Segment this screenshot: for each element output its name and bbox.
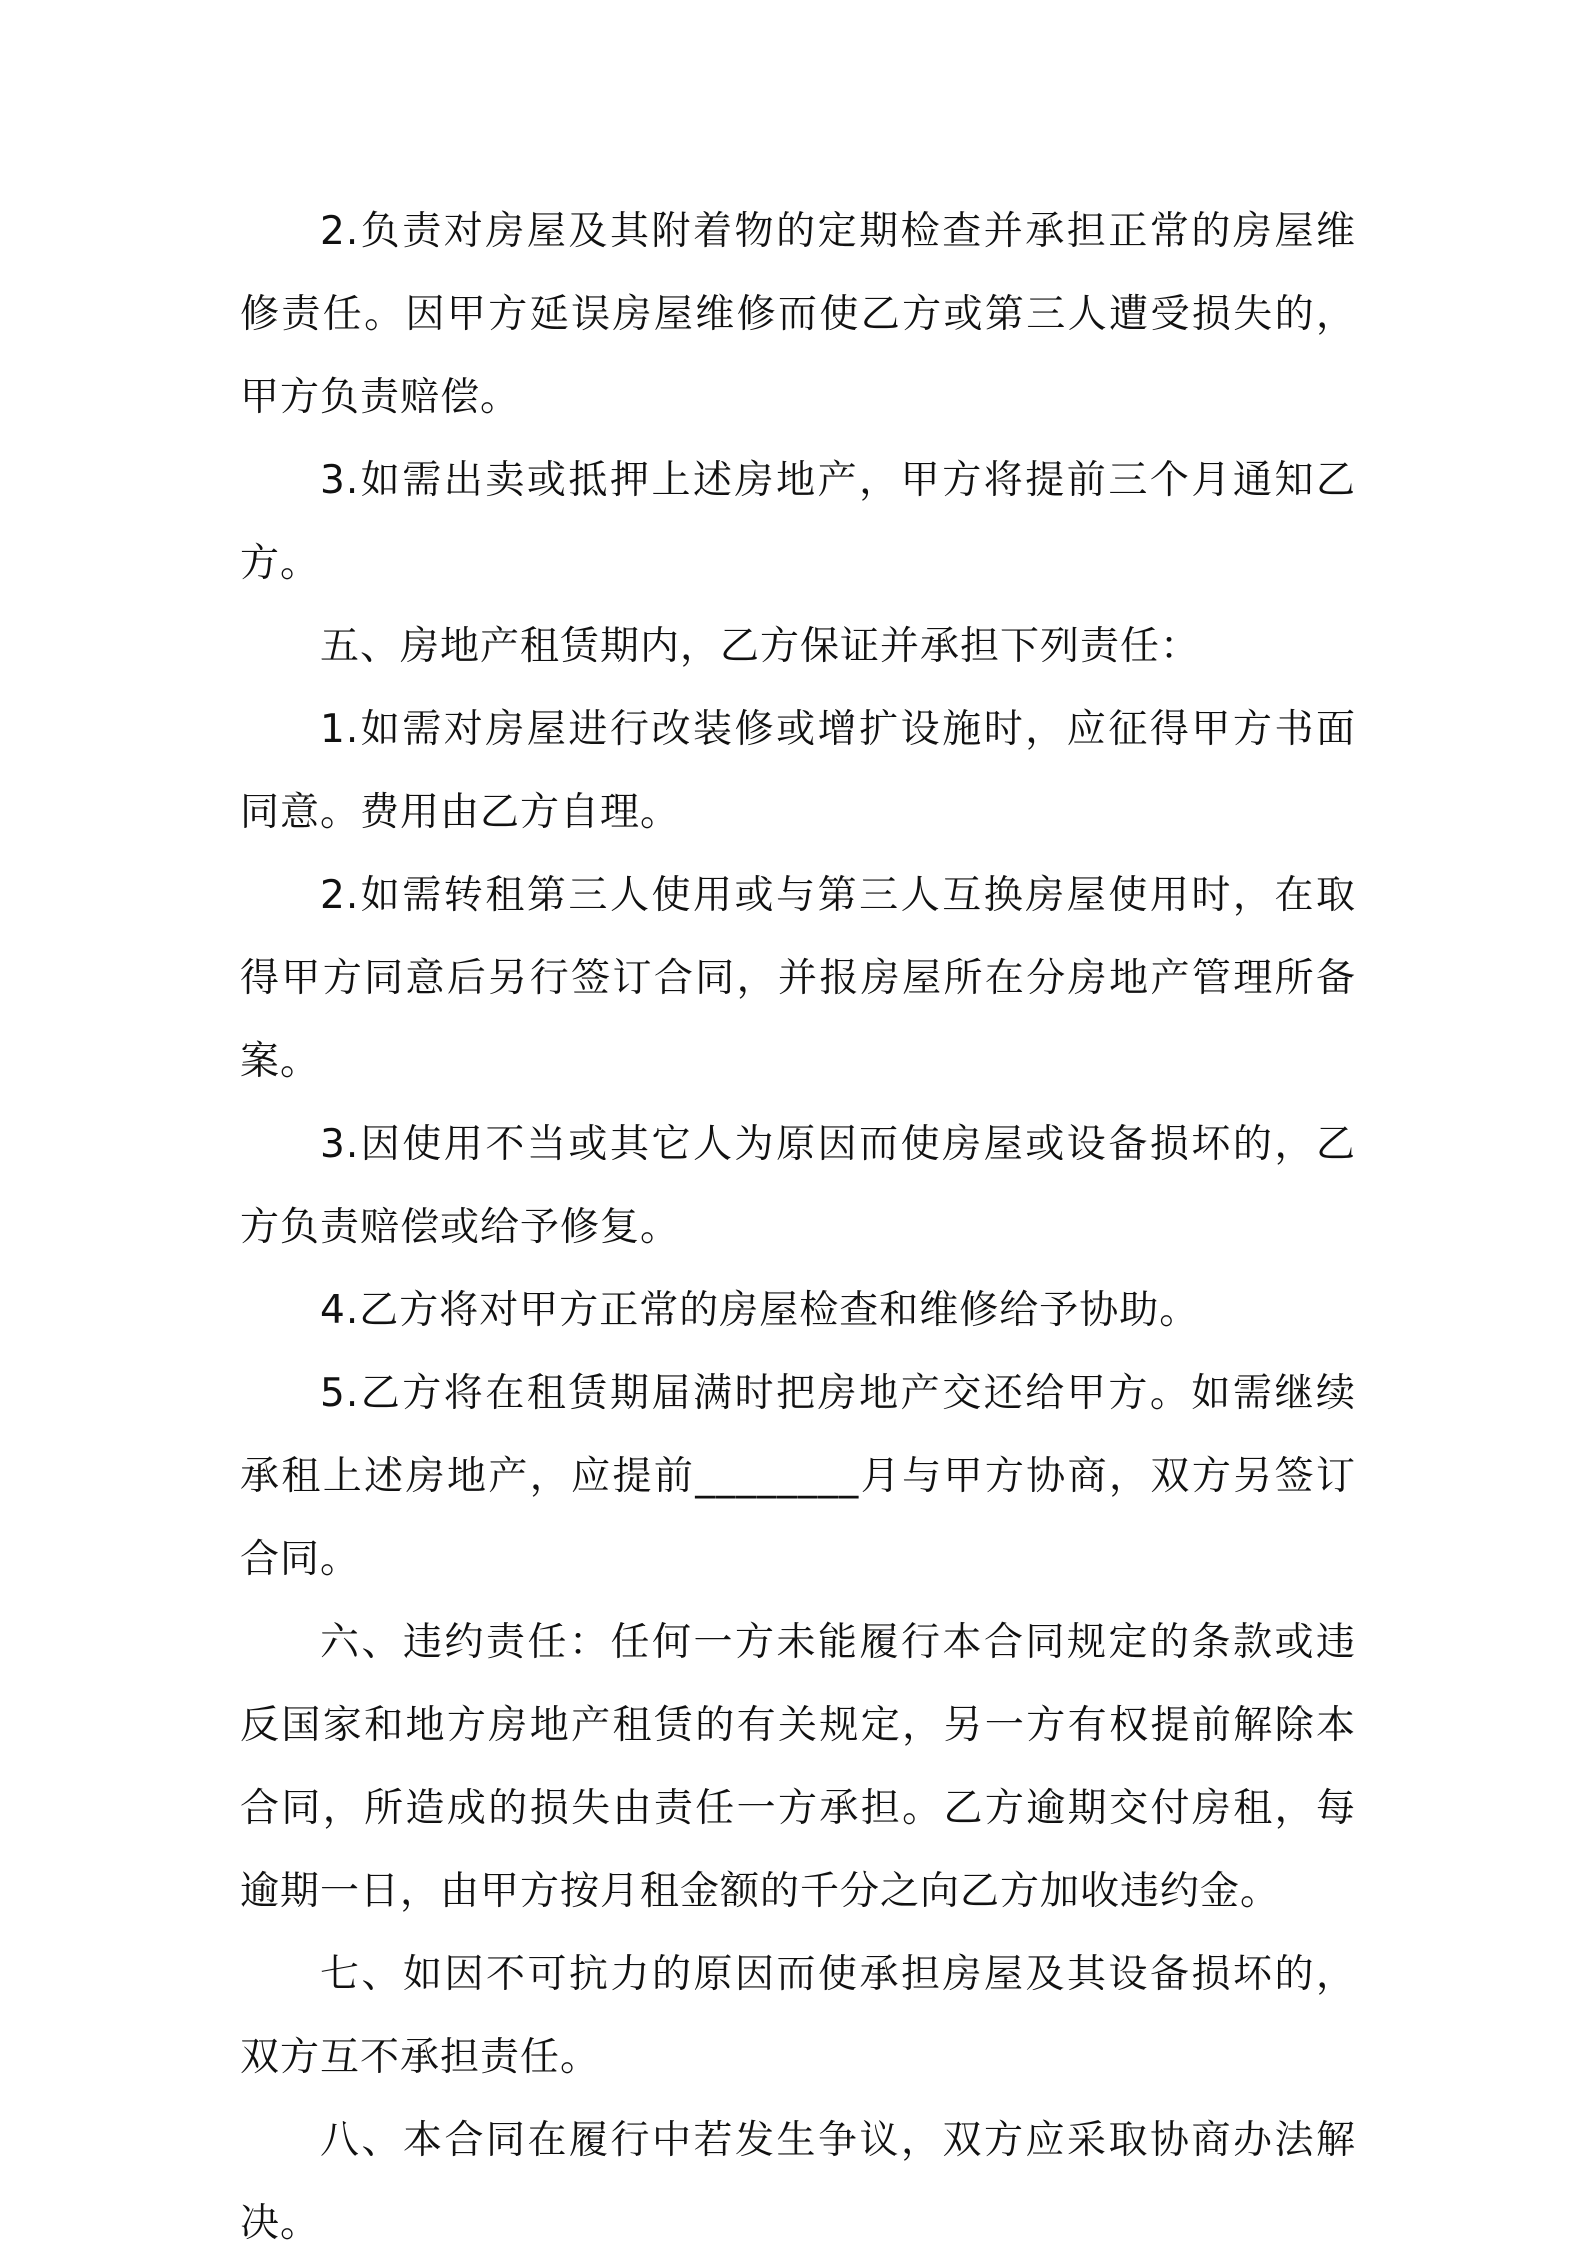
clause-landlord-repair-duty: 2.负责对房屋及其附着物的定期检查并承担正常的房屋维修责任。因甲方延误房屋维修而使乙方或第三人遭受损失的，甲方负责赔偿。 — [240, 209, 1356, 420]
clause-tenant-damage: 3.因使用不当或其它人为原因而使房屋或设备损坏的，乙方负责赔偿或给予修复。 — [240, 1122, 1356, 1250]
clause-tenant-renovation: 1.如需对房屋进行改装修或增扩设施时，应征得甲方书面同意。费用由乙方自理。 — [240, 707, 1356, 835]
clause-tenant-assist-inspection: 4.乙方将对甲方正常的房屋检查和维修给予协助。 — [320, 1288, 1200, 1333]
clause-landlord-sale-notice: 3.如需出卖或抵押上述房地产，甲方将提前三个月通知乙方。 — [240, 458, 1356, 586]
section-seven-force-majeure: 七、如因不可抗力的原因而使承担房屋及其设备损坏的，双方互不承担责任。 — [240, 1952, 1356, 2080]
contract-text-body — [240, 190, 1356, 2265]
section-five-heading: 五、房地产租赁期内，乙方保证并承担下列责任： — [320, 624, 1201, 669]
section-eight-dispute-resolution: 八、本合同在履行中若发生争议，双方应采取协商办法解决。 — [240, 2118, 1356, 2246]
clause-tenant-sublet: 2.如需转租第三人使用或与第三人互换房屋使用时，在取得甲方同意后另行签订合同，并报房屋所在分房地产管理所备案。 — [240, 873, 1356, 1084]
clause-tenant-return-property: 5.乙方将在租赁期届满时把房地产交还给甲方。如需继续承租上述房地产，应提前________月与甲方协商，双方另签订合同。 — [240, 1371, 1356, 1582]
section-six-breach-liability: 六、违约责任：任何一方未能履行本合同规定的条款或违反国家和地方房地产租赁的有关规定，另一方有权提前解除本合同，所造成的损失由责任一方承担。乙方逾期交付房租，每逾期一日，由甲方按月租金额的千分之向乙方加收违约金。 — [240, 1620, 1356, 1914]
